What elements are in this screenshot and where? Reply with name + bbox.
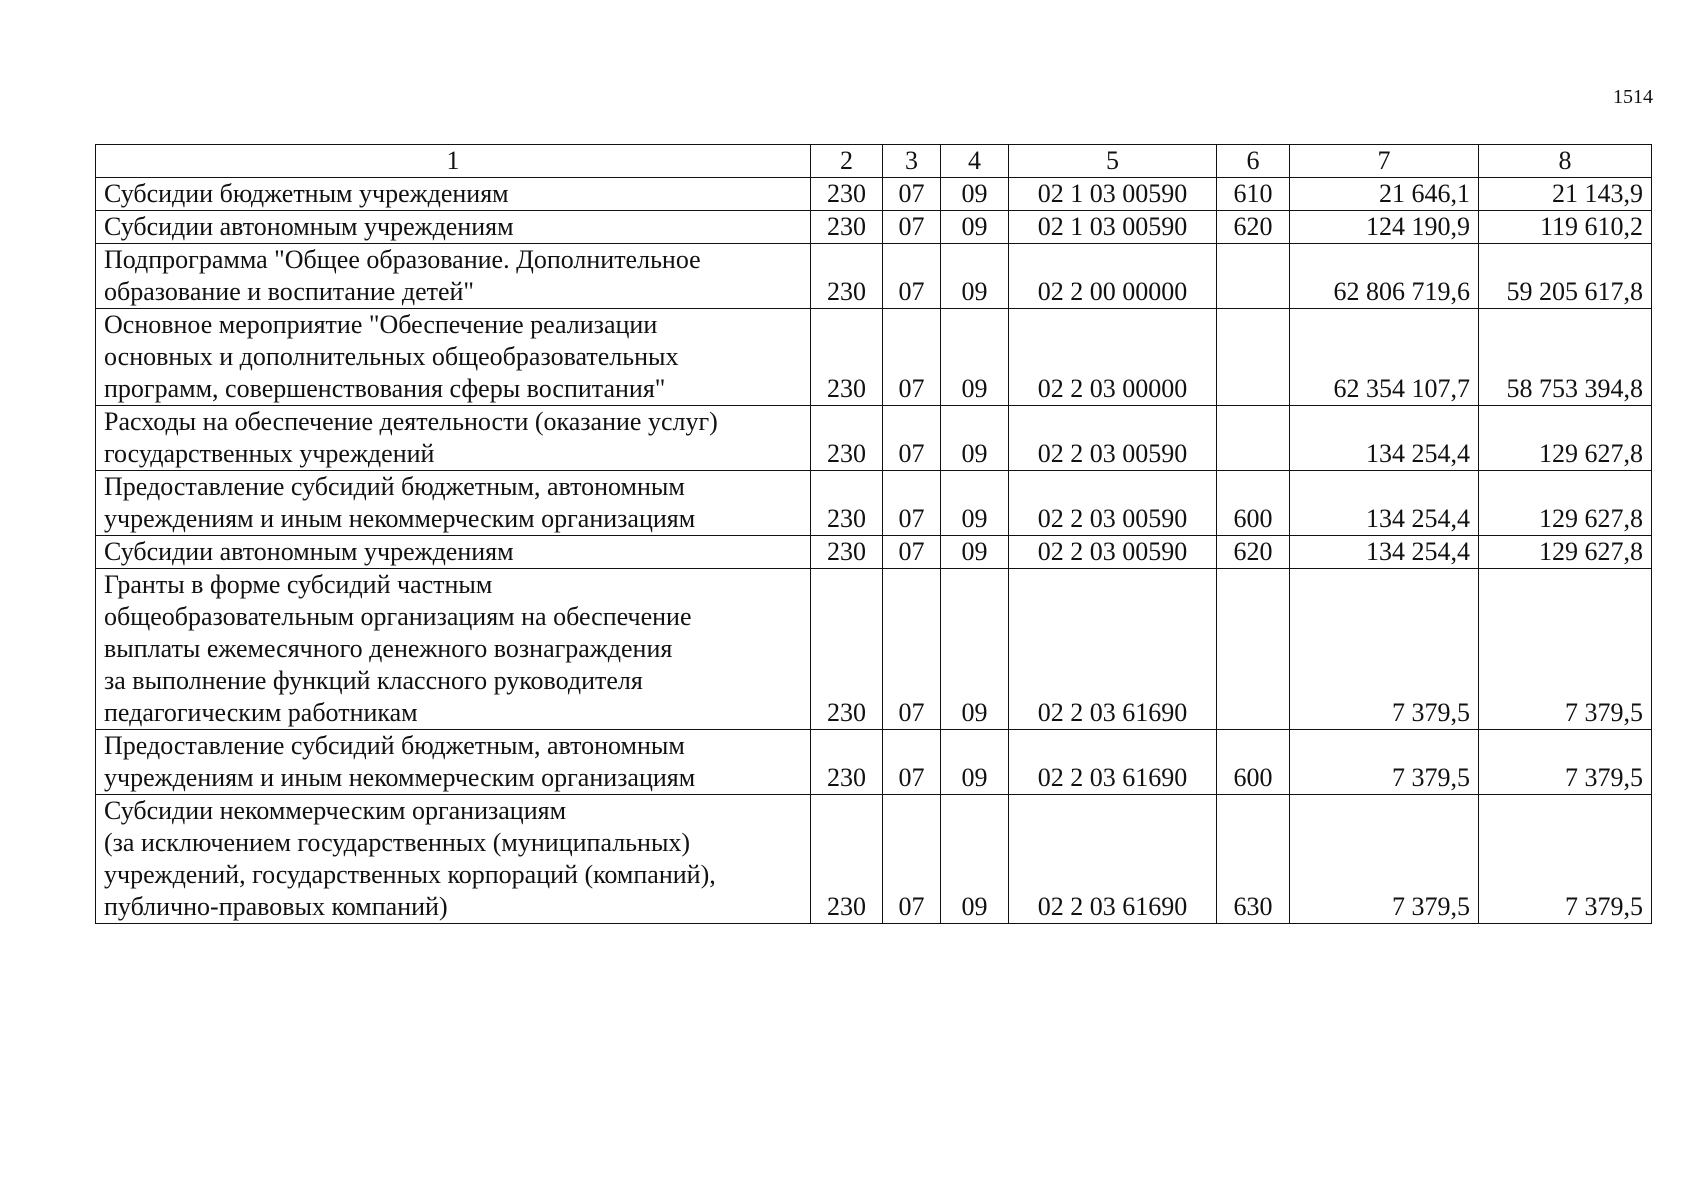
- ministry-code-cell: 230: [811, 569, 883, 730]
- expense-name-cell: Подпрограмма "Общее образование. Дополнительное образование и воспитание детей": [96, 244, 811, 309]
- section-code-cell: 07: [883, 178, 941, 211]
- subsection-code-cell: 09: [941, 309, 1009, 406]
- ministry-code-cell: 230: [811, 244, 883, 309]
- ministry-code-cell: 230: [811, 406, 883, 471]
- table-row: [96, 730, 1652, 795]
- budget-table: [95, 144, 1652, 924]
- page-number: 1514: [1613, 86, 1653, 108]
- column-header-1: 1: [96, 145, 811, 178]
- table-row: [96, 178, 1652, 211]
- section-code-cell: 07: [883, 536, 941, 569]
- ministry-code-cell: 230: [811, 178, 883, 211]
- section-code-cell: 07: [883, 309, 941, 406]
- expense-type-cell: 620: [1217, 536, 1290, 569]
- subsection-code-cell: 09: [941, 244, 1009, 309]
- ministry-code-cell: 230: [811, 730, 883, 795]
- expense-type-cell: 630: [1217, 795, 1290, 924]
- column-header-6: 6: [1217, 145, 1290, 178]
- column-header-5: 5: [1009, 145, 1217, 178]
- table-row: [96, 795, 1652, 924]
- target-article-cell: 02 2 03 00590: [1009, 536, 1217, 569]
- expense-name-cell: Субсидии автономным учреждениям: [96, 211, 811, 244]
- amount-col8-cell: 119 610,2: [1479, 211, 1652, 244]
- table-row: [96, 569, 1652, 730]
- amount-col8-cell: 58 753 394,8: [1479, 309, 1652, 406]
- amount-col7-cell: 62 354 107,7: [1290, 309, 1479, 406]
- expense-name-cell: Гранты в форме субсидий частным общеобразовательным организациям на обеспечение выплаты ежемесячного денежного вознаграждения за выполнение функций классного руководителя педагогическим работникам: [96, 569, 811, 730]
- ministry-code-cell: 230: [811, 795, 883, 924]
- expense-name-cell: Предоставление субсидий бюджетным, автономным учреждениям и иным некоммерческим организациям: [96, 471, 811, 536]
- amount-col7-cell: 134 254,4: [1290, 406, 1479, 471]
- amount-col7-cell: 7 379,5: [1290, 569, 1479, 730]
- section-code-cell: 07: [883, 795, 941, 924]
- table-row: [96, 211, 1652, 244]
- expense-type-cell: 610: [1217, 178, 1290, 211]
- amount-col8-cell: 59 205 617,8: [1479, 244, 1652, 309]
- section-code-cell: 07: [883, 244, 941, 309]
- expense-type-cell: 600: [1217, 730, 1290, 795]
- subsection-code-cell: 09: [941, 178, 1009, 211]
- amount-col8-cell: 7 379,5: [1479, 569, 1652, 730]
- subsection-code-cell: 09: [941, 471, 1009, 536]
- column-header-4: 4: [941, 145, 1009, 178]
- subsection-code-cell: 09: [941, 795, 1009, 924]
- ministry-code-cell: 230: [811, 471, 883, 536]
- target-article-cell: 02 2 03 00590: [1009, 471, 1217, 536]
- column-header-8: 8: [1479, 145, 1652, 178]
- amount-col8-cell: 129 627,8: [1479, 471, 1652, 536]
- target-article-cell: 02 1 03 00590: [1009, 211, 1217, 244]
- section-code-cell: 07: [883, 406, 941, 471]
- amount-col8-cell: 129 627,8: [1479, 406, 1652, 471]
- amount-col7-cell: 7 379,5: [1290, 795, 1479, 924]
- section-code-cell: 07: [883, 569, 941, 730]
- amount-col7-cell: 134 254,4: [1290, 471, 1479, 536]
- subsection-code-cell: 09: [941, 730, 1009, 795]
- target-article-cell: 02 2 00 00000: [1009, 244, 1217, 309]
- expense-name-cell: Субсидии некоммерческим организациям (за исключением государственных (муниципальных) учреждений, государственных корпораций (компаний), публично-правовых компаний): [96, 795, 811, 924]
- amount-col7-cell: 62 806 719,6: [1290, 244, 1479, 309]
- expense-type-cell: [1217, 406, 1290, 471]
- amount-col7-cell: 7 379,5: [1290, 730, 1479, 795]
- amount-col8-cell: 129 627,8: [1479, 536, 1652, 569]
- amount-col7-cell: 21 646,1: [1290, 178, 1479, 211]
- expense-type-cell: 620: [1217, 211, 1290, 244]
- expense-type-cell: [1217, 309, 1290, 406]
- ministry-code-cell: 230: [811, 536, 883, 569]
- subsection-code-cell: 09: [941, 536, 1009, 569]
- subsection-code-cell: 09: [941, 569, 1009, 730]
- amount-col8-cell: 7 379,5: [1479, 795, 1652, 924]
- target-article-cell: 02 2 03 61690: [1009, 569, 1217, 730]
- target-article-cell: 02 2 03 00590: [1009, 406, 1217, 471]
- section-code-cell: 07: [883, 211, 941, 244]
- expense-name-cell: Расходы на обеспечение деятельности (оказание услуг) государственных учреждений: [96, 406, 811, 471]
- expense-type-cell: 600: [1217, 471, 1290, 536]
- expense-type-cell: [1217, 244, 1290, 309]
- expense-name-cell: Основное мероприятие "Обеспечение реализации основных и дополнительных общеобразовательных программ, совершенствования сферы воспитания": [96, 309, 811, 406]
- column-header-2: 2: [811, 145, 883, 178]
- subsection-code-cell: 09: [941, 406, 1009, 471]
- target-article-cell: 02 2 03 61690: [1009, 795, 1217, 924]
- column-header-3: 3: [883, 145, 941, 178]
- target-article-cell: 02 2 03 00000: [1009, 309, 1217, 406]
- expense-type-cell: [1217, 569, 1290, 730]
- ministry-code-cell: 230: [811, 211, 883, 244]
- ministry-code-cell: 230: [811, 309, 883, 406]
- table-row: [96, 244, 1652, 309]
- subsection-code-cell: 09: [941, 211, 1009, 244]
- amount-col8-cell: 21 143,9: [1479, 178, 1652, 211]
- amount-col7-cell: 134 254,4: [1290, 536, 1479, 569]
- table-row: [96, 406, 1652, 471]
- amount-col8-cell: 7 379,5: [1479, 730, 1652, 795]
- target-article-cell: 02 1 03 00590: [1009, 178, 1217, 211]
- target-article-cell: 02 2 03 61690: [1009, 730, 1217, 795]
- expense-name-cell: Субсидии автономным учреждениям: [96, 536, 811, 569]
- column-header-7: 7: [1290, 145, 1479, 178]
- table-row: [96, 536, 1652, 569]
- table-row: [96, 309, 1652, 406]
- expense-name-cell: Субсидии бюджетным учреждениям: [96, 178, 811, 211]
- section-code-cell: 07: [883, 471, 941, 536]
- amount-col7-cell: 124 190,9: [1290, 211, 1479, 244]
- table-body: [96, 178, 1652, 924]
- section-code-cell: 07: [883, 730, 941, 795]
- header-row: [96, 145, 1652, 178]
- table-row: [96, 471, 1652, 536]
- expense-name-cell: Предоставление субсидий бюджетным, автономным учреждениям и иным некоммерческим организациям: [96, 730, 811, 795]
